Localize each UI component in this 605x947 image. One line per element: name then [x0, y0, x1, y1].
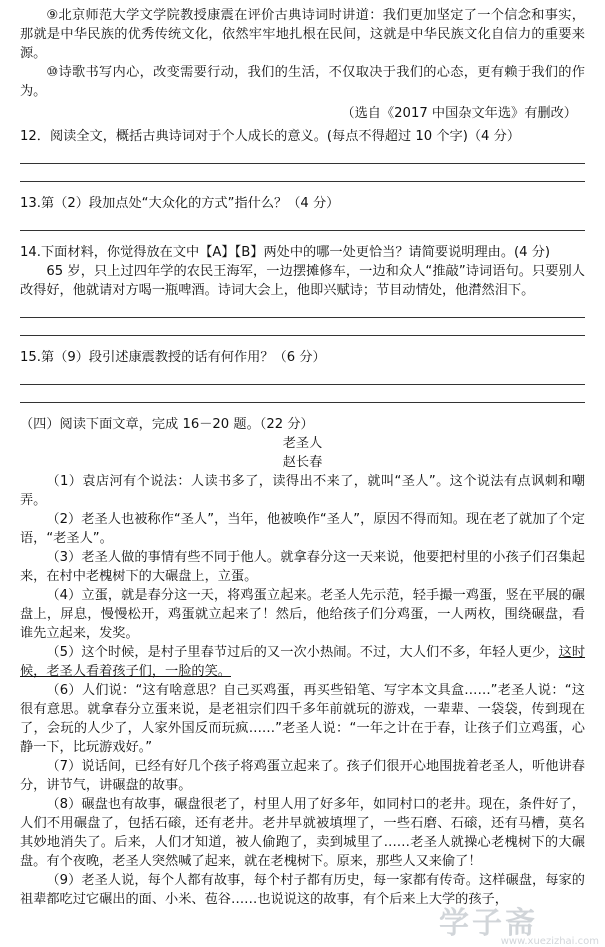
- article-paragraph-6: （6）人们说：“这有啥意思？自己买鸡蛋，再买些铅笔、写字本文具盒……”老圣人说：“这很有意思。就拿春分立蛋来说，是老祖宗们四千多年前就玩的游戏，一辈辈、一袋袋，传到现在了，会玩的人少了，人家外国反而玩疯……”老圣人说：“一年之计在于春，让孩子们立鸡蛋，心静一下，比玩游戏好。”: [20, 683, 585, 755]
- article-title: 老圣人: [282, 436, 323, 451]
- document-page: [20, 6, 585, 909]
- question-14-material: 65 岁，只上过四年学的农民王海军，一边摆摊修车，一边和众人“推敲”诗词语句。只要别人改得好，他就请对方喝一瓶啤酒。诗词大会上，他即兴赋诗；节目动情处，他潸然泪下。: [20, 264, 585, 298]
- watermark-logo: [439, 898, 599, 947]
- section-4-heading: （四）阅读下面文章，完成 16－20 题。（22 分）: [20, 417, 314, 432]
- question-12: 12．阅读全文，概括古典诗词对于个人成长的意义。(每点不得超过 10 个字)（4 分）: [20, 129, 521, 144]
- article-paragraph-4: （4）立蛋，就是春分这一天，将鸡蛋立起来。老圣人先示范，轻手撮一鸡蛋，竖在平展的碾盘上，屏息，慢慢松开，鸡蛋就立起来了！然后，他给孩子们分鸡蛋，一人两枚，围绕碾盘，看谁先立起来，发奖。: [20, 588, 585, 641]
- paragraph-9: ⑨北京师范大学文学院教授康震在评价古典诗词时讲道：我们更加坚定了一个信念和事实，那就是中华民族的优秀传统文化，依然牢牢地扎根在民间，这就是中华民族文化自信力的重要来源。: [20, 8, 585, 61]
- article-paragraph-7: （7）说话间，已经有好几个孩子将鸡蛋立起来了。孩子们很开心地围拢着老圣人，听他讲春分，讲节气，讲碾盘的故事。: [20, 759, 585, 793]
- article-paragraph-9: （9）老圣人说，每个人都有故事，每个村子都有历史，每一家都有传奇。这样碾盘，每家的祖辈都吃过它碾出的面、小米、苞谷……也说说这的故事，有个后来上大学的孩子，: [20, 873, 585, 907]
- article-paragraph-3: （3）老圣人做的事情有些不同于他人。就拿春分这一天来说，他要把村里的小孩子们召集起来，在村中老槐树下的大碾盘上，立蛋。: [20, 550, 585, 584]
- question-15: 15.第（9）段引述康震教授的话有何作用？（6 分）: [20, 350, 326, 365]
- answer-line: [20, 163, 585, 164]
- question-14: 14.下面材料，你觉得放在文中【A】【B】两处中的哪一处更恰当？请简要说明理由。(4 分): [20, 245, 551, 260]
- article-paragraph-1: （1）袁店河有个说法：人读书多了，读得出不来了，就叫“圣人”。这个说法有点讽刺和嘲弄。: [20, 474, 585, 508]
- article-paragraph-8: （8）碾盘也有故事，碾盘很老了，村里人用了好多年，如同村口的老井。现在，条件好了，人们不用碾盘了，包括石磙，还有老井。老井早就被填埋了，一些石磨、石磙，还有马槽，莫名其妙地消失了。后来，人们才知道，被人偷跑了，卖到城里了……老圣人就操心老槐树下的大碾盘。有个夜晚，老圣人突然喊了起来，就在老槐树下。原来，那些人又来偷了！: [20, 797, 585, 869]
- paragraph-10: ⑩诗歌书写内心，改变需要行动，我们的生活，不仅取决于我们的心态，更有赖于我们的作为。: [20, 65, 585, 99]
- article-author: 赵长春: [282, 455, 323, 470]
- question-13: 13.第（2）段加点处“大众化的方式”指什么？（4 分）: [20, 196, 340, 211]
- paragraph-5-text: （5）这个时候，是村子里春节过后的又一次小热闹。不过，大人们不多，年轻人更少，: [46, 645, 559, 660]
- answer-line: [20, 317, 585, 318]
- article-paragraph-2: （2）老圣人也被称作“圣人”，当年，他被唤作“圣人”，原因不得而知。现在老了就加了个定语，“老圣人”。: [20, 512, 585, 546]
- answer-line: [20, 384, 585, 385]
- source-note: （选自《2017 中国杂文年选》有删改）: [341, 106, 577, 121]
- watermark-text: 学子斋: [439, 906, 538, 941]
- watermark-url: www.xuezizhai.com: [500, 936, 599, 947]
- article-paragraph-5: [20, 643, 585, 681]
- paragraph-5-underlined-text: 这时候，老圣人看着孩子们，一脸的笑。: [20, 645, 586, 679]
